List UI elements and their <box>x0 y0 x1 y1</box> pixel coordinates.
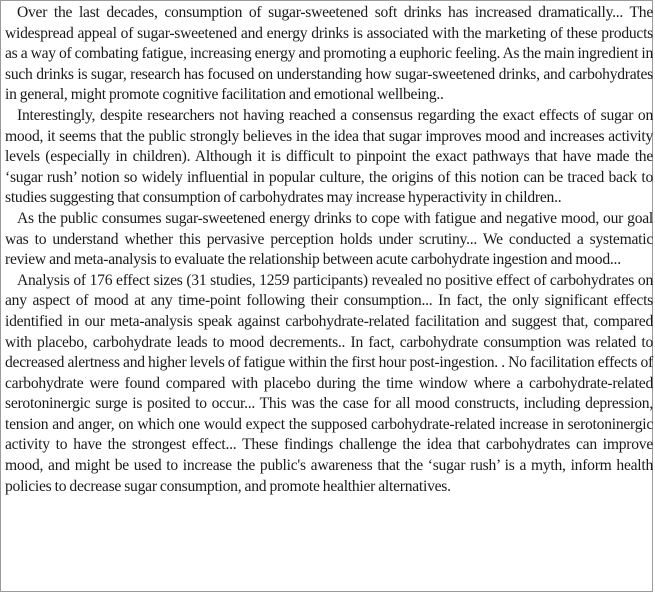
paragraph-findings: Analysis of 176 effect sizes (31 studies, 1259 participants) revealed no positive effect of carbohydrates on any aspect of mood at any time-point following their consumption... In fact, the only significant effects identified in our meta-analysis speak against carbohydrate-related facilitation and suggest that, compared with placebo, carbohydrate leads to mood decrements.. In fact, carbohydrate consumption was related to decreased alertness and higher levels of fatigue within the first hour post-ingestion. . No facilitation effects of carbohydrate were found compared with placebo during the time window where a carbohydrate-related serotoninergic surge is posited to occur... This was the case for all mood constructs, including depression, tension and anger, on which one would expect the supposed carbohydrate-related increase in serotoninergic activity to have the strongest effect... These findings challenge the idea that carbohydrates can improve mood, and might be used to increase the public's awareness that the ‘sugar rush’ is a myth, inform health policies to decrease sugar consumption, and promote healthier alternatives. <box>5 271 653 495</box>
paragraph-intro: Over the last decades, consumption of sugar-sweetened soft drinks has increased dramatically... The widespread appeal of sugar-sweetened and energy drinks is associated with the marketing of these products as a way of combating fatigue, increasing energy and promoting a euphoric feeling. As the main ingredient in such drinks is sugar, research has focused on understanding how sugar-sweetened drinks, and carbohydrates in general, might promote cognitive facilitation and emotional wellbeing.. <box>5 4 653 104</box>
document-text <box>5 3 653 497</box>
paragraph-study-goal: As the public consumes sugar-sweetened energy drinks to cope with fatigue and negative mood, our goal was to understand whether this pervasive perception holds under scrutiny... We conducted a systematic review and meta-analysis to evaluate the relationship between acute carbohydrate ingestion and mood... <box>5 209 653 269</box>
paragraph-sugar-rush-belief: Interestingly, despite researchers not having reached a consensus regarding the exact effects of sugar on mood, it seems that the public strongly believes in the idea that sugar improves mood and increases activity levels (especially in children). Although it is difficult to pinpoint the exact pathways that have made the ‘sugar rush’ notion so widely influential in popular culture, the origins of this notion can be traced back to studies suggesting that consumption of carbohydrates may increase hyperactivity in children.. <box>5 106 653 207</box>
